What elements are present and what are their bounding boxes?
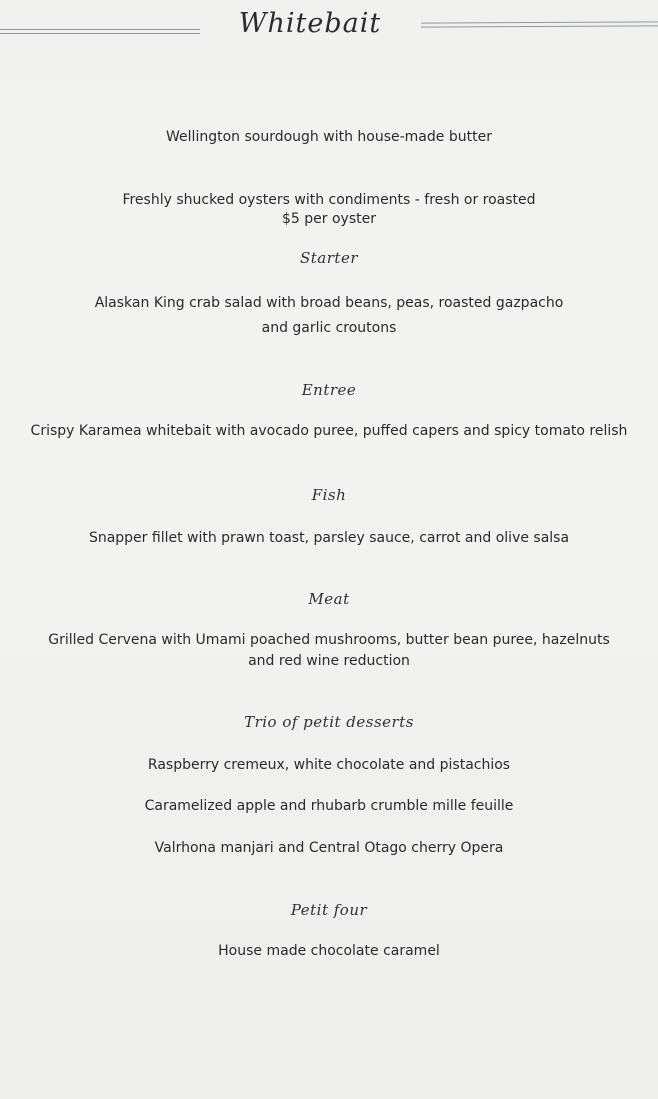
starter-item-line-1: Alaskan King crab salad with broad beans, peas, roasted gazpacho [94,295,564,311]
meat-item-line-2: and red wine reduction [248,653,410,669]
dessert-item-3: Valrhona manjari and Central Otago cherry Opera [154,840,504,856]
opening-item-oysters: Freshly shucked oysters with condiments - fresh or roasted [122,192,536,208]
opening-item-bread: Wellington sourdough with house-made butter [166,129,492,145]
petit-four-item: House made chocolate caramel [218,943,440,959]
menu-title: Whitebait [238,8,382,39]
entree-item: Crispy Karamea whitebait with avocado puree, puffed capers and spicy tomato relish [30,423,628,439]
section-heading-entree: Entree [301,381,357,399]
section-heading-petit-four: Petit four [290,901,368,919]
meat-item-line-1: Grilled Cervena with Umami poached mushrooms, butter bean puree, hazelnuts [48,632,610,648]
starter-item-line-2: and garlic croutons [261,320,397,336]
section-heading-fish: Fish [311,486,347,504]
dessert-item-2: Caramelized apple and rhubarb crumble mille feuille [144,798,514,814]
title-rule-left [0,29,200,34]
opening-item-oysters-price: $5 per oyster [282,211,376,227]
title-rule-right [421,21,658,27]
section-heading-desserts: Trio of petit desserts [244,713,414,731]
fish-item: Snapper fillet with prawn toast, parsley sauce, carrot and olive salsa [88,530,570,546]
section-heading-meat: Meat [308,590,350,608]
dessert-item-1: Raspberry cremeux, white chocolate and pistachios [147,757,511,773]
section-heading-starter: Starter [300,249,358,267]
